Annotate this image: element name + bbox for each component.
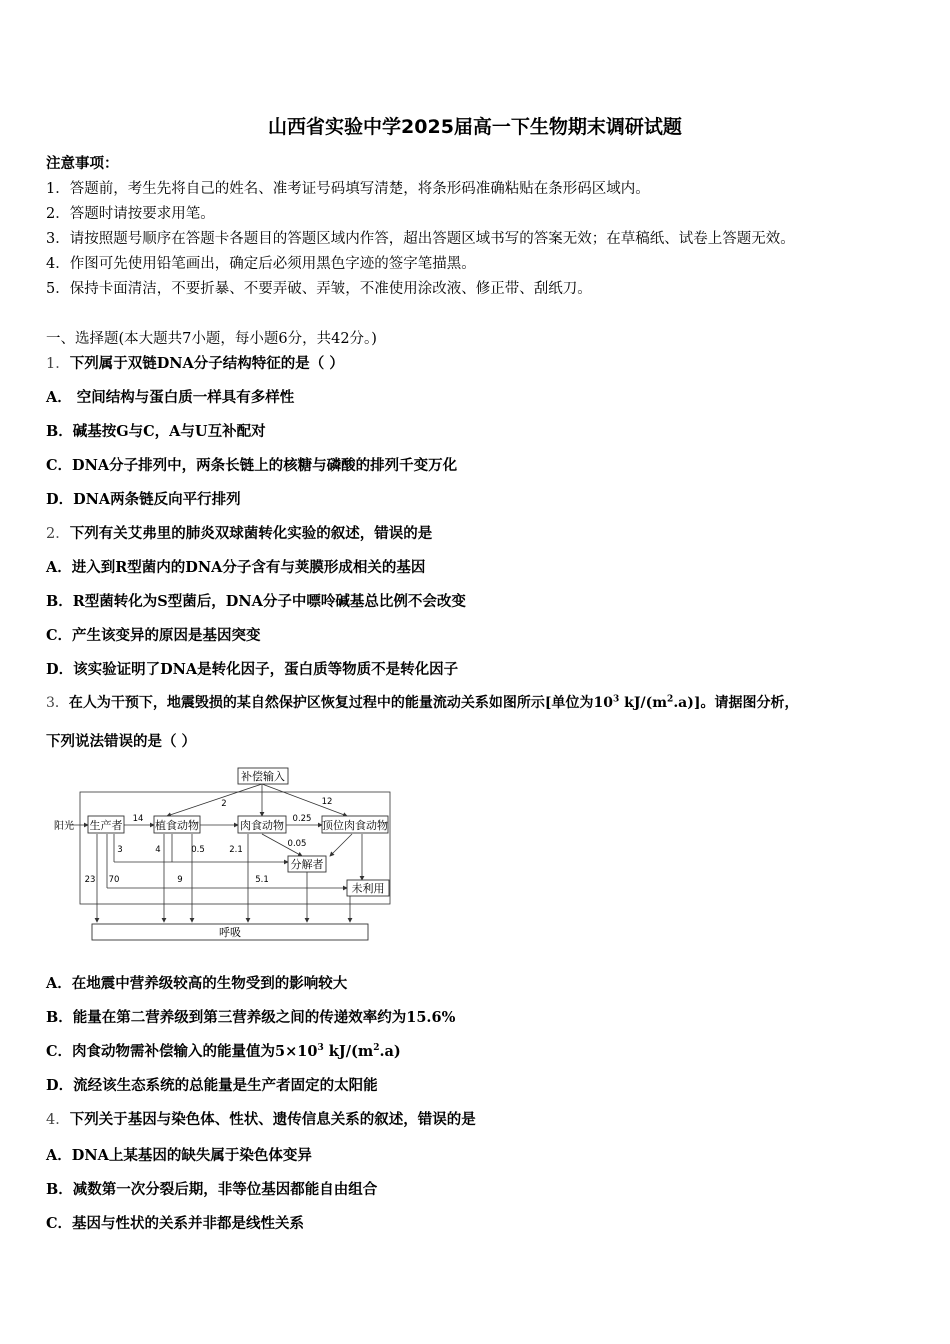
- label-respiration: 呼吸: [219, 926, 241, 939]
- option-c: [46, 1040, 401, 1061]
- option-b: B．碱基按G与C，A与U互补配对: [46, 423, 266, 440]
- option-text: kJ/(m: [323, 1043, 374, 1060]
- question-1-stem: [46, 352, 344, 373]
- question-4-stem: [46, 1108, 476, 1129]
- option-text: .a): [379, 1043, 401, 1060]
- value-carn-unused: 5.1: [255, 875, 269, 885]
- question-3-stem-line2: 下列说法错误的是（ ）: [46, 733, 197, 750]
- option-a: A．在地震中营养级较高的生物受到的影响较大: [46, 975, 348, 992]
- question-number: 3．: [46, 695, 69, 711]
- value-supp-to-top: 12: [321, 797, 333, 807]
- superscript: 2: [667, 694, 674, 705]
- notes-heading: 注意事项：: [46, 155, 119, 172]
- option-a: A．进入到R型菌内的DNA分子含有与荚膜形成相关的基因: [46, 559, 426, 576]
- option-a: A．DNA上某基因的缺失属于染色体变异: [46, 1147, 312, 1164]
- option-a: A． 空间结构与蛋白质一样具有多样性: [46, 389, 295, 406]
- question-number: 1．: [46, 356, 70, 372]
- value-herb-decomp: 0.5: [191, 845, 205, 855]
- label-unused: 未利用: [351, 882, 385, 895]
- superscript: 2: [373, 1043, 380, 1054]
- value-herb-resp: 4: [155, 845, 161, 855]
- value-supp-to-herb: 2: [221, 799, 227, 809]
- question-number: 4．: [46, 1112, 70, 1128]
- note-item: 5．保持卡面清洁，不要折暴、不要弄破、弄皱，不准使用涂改液、修正带、刮纸刀。: [46, 281, 592, 297]
- note-item: 2．答题时请按要求用笔。: [46, 206, 215, 222]
- option-d: D．该实验证明了DNA是转化因子，蛋白质等物质不是转化因子: [46, 661, 459, 678]
- label-top-carnivore: 顶位肉食动物: [322, 819, 388, 832]
- option-text: C．肉食动物需补偿输入的能量值为5×10: [46, 1043, 318, 1060]
- option-b: B．减数第一次分裂后期，非等位基因都能自由组合: [46, 1181, 378, 1198]
- note-item: 3．请按照题号顺序在答题卡各题目的答题区域内作答，超出答题区域书写的答案无效；在草稿纸、试卷上答题无效。: [46, 231, 795, 247]
- superscript: 3: [613, 694, 620, 705]
- option-c: C．DNA分子排列中，两条长链上的核糖与磷酸的排列千变万化: [46, 457, 458, 474]
- option-b: B．R型菌转化为S型菌后，DNA分子中嘌呤碱基总比例不会改变: [46, 593, 466, 610]
- value-prod-resp: 23: [84, 875, 96, 885]
- option-c: C．基因与性状的关系并非都是线性关系: [46, 1215, 305, 1232]
- value-carn-to-decomp: 0.05: [287, 839, 307, 849]
- question-2-stem: [46, 522, 432, 543]
- question-text: 在人为干预下，地震毁损的某自然保护区恢复过程中的能量流动关系如图所示[单位为10: [68, 695, 614, 711]
- question-3-stem: [46, 692, 799, 712]
- label-decomposer: 分解者: [290, 858, 324, 871]
- section-heading: 一、选择题(本大题共7小题，每小题6分，共42分。): [46, 331, 377, 347]
- value-prod-to-decomp: 3: [117, 845, 123, 855]
- option-b: B．能量在第二营养级到第三营养级之间的传递效率约为15.6%: [46, 1009, 456, 1026]
- value-carn-resp: 2.1: [229, 845, 243, 855]
- label-carnivore: 肉食动物: [240, 819, 284, 832]
- question-text: .a)]。请据图分析，: [673, 695, 799, 711]
- value-prod-to-herb: 14: [132, 814, 144, 824]
- option-d: D．流经该生态系统的总能量是生产者固定的太阳能: [46, 1077, 378, 1094]
- question-text: 下列属于双链DNA分子结构特征的是（ ）: [69, 355, 344, 372]
- value-herb-unused: 9: [177, 875, 183, 885]
- option-d: D．DNA两条链反向平行排列: [46, 491, 241, 508]
- superscript: 3: [317, 1043, 324, 1054]
- option-c: C．产生该变异的原因是基因突变: [46, 627, 261, 644]
- question-text: kJ/(m: [619, 695, 668, 711]
- value-prod-unused: 70: [108, 875, 120, 885]
- label-herbivore: 植食动物: [155, 819, 199, 832]
- note-item: 1．答题前，考生先将自己的姓名、准考证号码填写清楚，将条形码准确粘贴在条形码区域内。: [46, 181, 650, 197]
- value-carn-to-top: 0.25: [292, 814, 312, 824]
- label-supplement: 补偿输入: [241, 770, 285, 783]
- question-text: 下列有关艾弗里的肺炎双球菌转化实验的叙述，错误的是: [69, 525, 433, 542]
- label-sunlight: 阳光: [54, 821, 74, 832]
- note-item: 4．作图可先使用铅笔画出，确定后必须用黑色字迹的签字笔描黑。: [46, 256, 476, 272]
- question-text: 下列关于基因与染色体、性状、遗传信息关系的叙述，错误的是: [69, 1111, 476, 1128]
- energy-flow-diagram: [52, 764, 397, 944]
- energy-flow-svg: [52, 764, 397, 944]
- page-title: 山西省实验中学2025届高一下生物期末调研试题: [268, 116, 682, 138]
- question-number: 2．: [46, 526, 70, 542]
- label-producer: 生产者: [89, 819, 123, 832]
